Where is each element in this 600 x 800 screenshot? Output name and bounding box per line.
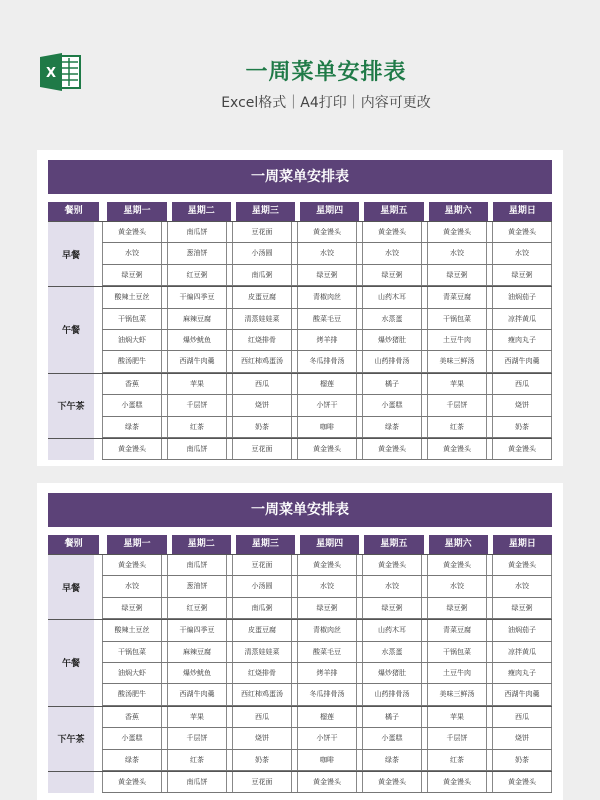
meal-label: 午餐 xyxy=(48,287,94,373)
table-cell[interactable]: 红茶 xyxy=(427,417,487,437)
table-cell[interactable]: 水饺 xyxy=(427,243,487,263)
table-cell[interactable]: 绿豆粥 xyxy=(427,598,487,618)
table-cell[interactable]: 黄金馒头 xyxy=(102,439,162,459)
sheet-title-bar: 一周菜单安排表 xyxy=(48,160,552,194)
table-cell[interactable]: 绿豆粥 xyxy=(362,598,422,618)
table-cell[interactable]: 麻辣豆腐 xyxy=(167,642,227,662)
table-cell[interactable]: 小蛋糕 xyxy=(362,395,422,415)
table-cell[interactable]: 美味三鲜汤 xyxy=(427,351,487,371)
table-cell[interactable]: 葱油饼 xyxy=(167,576,227,596)
table-cell[interactable]: 干锅包菜 xyxy=(102,309,162,329)
table-row xyxy=(102,576,552,597)
meal-group xyxy=(48,706,552,771)
table-row xyxy=(102,374,552,395)
table-cell[interactable]: 西瓜 xyxy=(232,707,292,727)
column-header: 星期五 xyxy=(364,535,423,554)
table-cell[interactable]: 青椒肉丝 xyxy=(297,287,357,307)
table-cell[interactable]: 黄金馒头 xyxy=(427,222,487,242)
column-header: 星期日 xyxy=(493,535,552,554)
table-cell[interactable]: 黄金馒头 xyxy=(427,439,487,459)
column-header: 星期四 xyxy=(300,535,359,554)
table-cell[interactable]: 绿茶 xyxy=(102,417,162,437)
meal-rows xyxy=(102,374,552,438)
table-cell[interactable]: 黄金馒头 xyxy=(102,772,162,792)
table-row xyxy=(102,222,552,243)
table-cell[interactable]: 咖啡 xyxy=(297,417,357,437)
meal-rows xyxy=(102,222,552,286)
table-cell[interactable]: 水饺 xyxy=(102,576,162,596)
table-cell[interactable]: 油焖茄子 xyxy=(492,287,552,307)
table-cell[interactable]: 红豆粥 xyxy=(167,265,227,285)
table-cell[interactable]: 烧饼 xyxy=(232,395,292,415)
table-cell[interactable]: 苹果 xyxy=(167,374,227,394)
table-cell[interactable]: 干煸四季豆 xyxy=(167,287,227,307)
table-row xyxy=(102,663,552,684)
table-cell[interactable]: 酸辣土豆丝 xyxy=(102,287,162,307)
table-cell[interactable]: 黄金馒头 xyxy=(297,439,357,459)
table-cell[interactable]: 黄金馒头 xyxy=(362,772,422,792)
table-cell[interactable]: 黄金馒头 xyxy=(362,222,422,242)
table-row xyxy=(102,439,552,460)
table-cell[interactable]: 苹果 xyxy=(167,707,227,727)
table-cell[interactable]: 水饺 xyxy=(297,576,357,596)
table-cell[interactable]: 南瓜饼 xyxy=(167,222,227,242)
table-cell[interactable]: 烧饼 xyxy=(492,395,552,415)
table-cell[interactable]: 水饺 xyxy=(102,243,162,263)
table-row xyxy=(102,684,552,705)
table-cell[interactable]: 绿豆粥 xyxy=(297,598,357,618)
table-cell[interactable]: 奶茶 xyxy=(232,750,292,770)
table-cell[interactable]: 西湖牛肉羹 xyxy=(167,684,227,704)
table-cell[interactable]: 小蛋糕 xyxy=(102,728,162,748)
page-subtitle: Excel格式｜A4打印｜内容可更改 xyxy=(221,95,431,111)
table-cell[interactable]: 水饺 xyxy=(492,576,552,596)
table-row xyxy=(102,287,552,308)
table-cell[interactable]: 小蛋糕 xyxy=(362,728,422,748)
meal-rows xyxy=(102,707,552,771)
table-cell[interactable]: 南瓜粥 xyxy=(232,598,292,618)
table-cell[interactable]: 油焖大虾 xyxy=(102,330,162,350)
table-cell[interactable]: 小饼干 xyxy=(297,395,357,415)
table-cell[interactable]: 黄金馒头 xyxy=(362,439,422,459)
table-cell[interactable]: 西红柿鸡蛋汤 xyxy=(232,684,292,704)
table-cell[interactable]: 绿豆粥 xyxy=(297,265,357,285)
svg-text:X: X xyxy=(45,66,57,81)
column-header: 星期日 xyxy=(493,202,552,221)
table-cell[interactable]: 西红柿鸡蛋汤 xyxy=(232,351,292,371)
column-header: 星期六 xyxy=(429,202,488,221)
menu-table xyxy=(48,202,552,460)
column-header: 星期三 xyxy=(236,202,295,221)
table-cell[interactable]: 烧饼 xyxy=(492,728,552,748)
table-cell[interactable]: 黄金馒头 xyxy=(297,222,357,242)
table-cell[interactable]: 西瓜 xyxy=(232,374,292,394)
table-cell[interactable]: 水饺 xyxy=(362,576,422,596)
table-cell[interactable]: 烧饼 xyxy=(232,728,292,748)
table-cell[interactable]: 绿豆粥 xyxy=(492,265,552,285)
table-cell[interactable]: 绿茶 xyxy=(102,750,162,770)
table-cell[interactable]: 干锅包菜 xyxy=(102,642,162,662)
column-header: 星期六 xyxy=(429,535,488,554)
table-cell[interactable]: 奶茶 xyxy=(492,750,552,770)
table-cell[interactable]: 水饺 xyxy=(427,576,487,596)
table-cell[interactable]: 西湖牛肉羹 xyxy=(492,684,552,704)
table-cell[interactable]: 青菜豆腐 xyxy=(427,620,487,640)
table-cell[interactable]: 烤羊排 xyxy=(297,330,357,350)
table-cell[interactable]: 土豆牛肉 xyxy=(427,330,487,350)
table-cell[interactable]: 清蒸娃娃菜 xyxy=(232,642,292,662)
table-cell[interactable]: 爆炒猪肚 xyxy=(362,663,422,683)
column-header: 星期四 xyxy=(300,202,359,221)
table-cell[interactable]: 绿豆粥 xyxy=(427,265,487,285)
table-cell[interactable]: 爆炒鱿鱼 xyxy=(167,330,227,350)
table-cell[interactable]: 水蒸蛋 xyxy=(362,642,422,662)
table-cell[interactable]: 西湖牛肉羹 xyxy=(167,351,227,371)
table-row xyxy=(102,750,552,771)
column-header: 星期一 xyxy=(107,535,166,554)
table-cell[interactable]: 冬瓜排骨汤 xyxy=(297,351,357,371)
table-cell[interactable]: 小蛋糕 xyxy=(102,395,162,415)
table-cell[interactable]: 爆炒猪肚 xyxy=(362,330,422,350)
table-cell[interactable]: 千层饼 xyxy=(167,395,227,415)
meal-rows xyxy=(102,439,552,460)
table-row xyxy=(102,395,552,416)
table-cell[interactable]: 干锅包菜 xyxy=(427,309,487,329)
table-cell[interactable]: 水饺 xyxy=(297,243,357,263)
table-cell[interactable]: 黄金馒头 xyxy=(492,439,552,459)
table-cell[interactable]: 瘦肉丸子 xyxy=(492,330,552,350)
table-cell[interactable]: 黄金馒头 xyxy=(492,222,552,242)
table-cell[interactable]: 绿茶 xyxy=(362,417,422,437)
table-header-row xyxy=(48,535,552,554)
table-cell[interactable]: 干煸四季豆 xyxy=(167,620,227,640)
meal-label: 早餐 xyxy=(48,222,94,286)
table-cell[interactable]: 凉拌黄瓜 xyxy=(492,309,552,329)
table-row xyxy=(102,620,552,641)
table-cell[interactable]: 橘子 xyxy=(362,374,422,394)
meal-group xyxy=(48,619,552,706)
table-cell[interactable]: 南瓜饼 xyxy=(167,772,227,792)
table-cell[interactable]: 小汤圆 xyxy=(232,576,292,596)
column-header: 星期二 xyxy=(172,202,231,221)
meal-group xyxy=(48,554,552,619)
meal-label xyxy=(48,439,94,460)
table-cell[interactable]: 黄金馒头 xyxy=(297,555,357,575)
table-cell[interactable]: 葱油饼 xyxy=(167,243,227,263)
table-cell[interactable]: 香蕉 xyxy=(102,374,162,394)
table-cell[interactable]: 红豆粥 xyxy=(167,598,227,618)
table-cell[interactable]: 油焖茄子 xyxy=(492,620,552,640)
meal-label: 午餐 xyxy=(48,620,94,706)
meal-group xyxy=(48,286,552,373)
table-cell[interactable]: 绿豆粥 xyxy=(102,265,162,285)
table-cell[interactable]: 绿豆粥 xyxy=(492,598,552,618)
table-cell[interactable]: 酸汤肥牛 xyxy=(102,351,162,371)
table-cell[interactable]: 青椒肉丝 xyxy=(297,620,357,640)
table-cell[interactable]: 酸汤肥牛 xyxy=(102,684,162,704)
table-cell[interactable]: 西瓜 xyxy=(492,374,552,394)
column-header: 星期五 xyxy=(364,202,423,221)
meal-rows xyxy=(102,555,552,619)
table-cell[interactable]: 西湖牛肉羹 xyxy=(492,351,552,371)
table-cell[interactable]: 绿豆粥 xyxy=(362,265,422,285)
table-cell[interactable]: 红烧排骨 xyxy=(232,663,292,683)
table-cell[interactable]: 榴莲 xyxy=(297,707,357,727)
column-header: 星期二 xyxy=(172,535,231,554)
table-cell[interactable]: 橘子 xyxy=(362,707,422,727)
table-header-row xyxy=(48,202,552,221)
table-cell[interactable]: 黄金馒头 xyxy=(492,555,552,575)
table-cell[interactable]: 酸辣土豆丝 xyxy=(102,620,162,640)
sheet-title-bar: 一周菜单安排表 xyxy=(48,493,552,527)
column-header: 餐别 xyxy=(48,202,99,221)
table-cell[interactable]: 瘦肉丸子 xyxy=(492,663,552,683)
table-cell[interactable]: 绿茶 xyxy=(362,750,422,770)
table-cell[interactable]: 南瓜饼 xyxy=(167,555,227,575)
table-cell[interactable]: 黄金馒头 xyxy=(102,222,162,242)
table-cell[interactable]: 山药排骨汤 xyxy=(362,684,422,704)
table-cell[interactable]: 千层饼 xyxy=(167,728,227,748)
table-cell[interactable]: 酸菜毛豆 xyxy=(297,309,357,329)
table-row xyxy=(102,555,552,576)
table-cell[interactable]: 豆花面 xyxy=(232,222,292,242)
table-cell[interactable]: 苹果 xyxy=(427,374,487,394)
table-cell[interactable]: 红茶 xyxy=(427,750,487,770)
table-row xyxy=(102,265,552,286)
table-row xyxy=(102,598,552,619)
table-cell[interactable]: 榴莲 xyxy=(297,374,357,394)
table-cell[interactable]: 水饺 xyxy=(362,243,422,263)
table-cell[interactable]: 豆花面 xyxy=(232,555,292,575)
table-cell[interactable]: 红茶 xyxy=(167,417,227,437)
table-cell[interactable]: 香蕉 xyxy=(102,707,162,727)
table-cell[interactable]: 咖啡 xyxy=(297,750,357,770)
column-header: 星期一 xyxy=(107,202,166,221)
meal-group xyxy=(48,221,552,286)
table-cell[interactable]: 绿豆粥 xyxy=(102,598,162,618)
table-cell[interactable]: 干锅包菜 xyxy=(427,642,487,662)
table-cell[interactable]: 皮蛋豆腐 xyxy=(232,287,292,307)
sheet-preview-1 xyxy=(37,150,563,466)
table-cell[interactable]: 皮蛋豆腐 xyxy=(232,620,292,640)
table-cell[interactable]: 红茶 xyxy=(167,750,227,770)
table-cell[interactable]: 西瓜 xyxy=(492,707,552,727)
table-row xyxy=(102,728,552,749)
table-cell[interactable]: 清蒸娃娃菜 xyxy=(232,309,292,329)
table-cell[interactable]: 小饼干 xyxy=(297,728,357,748)
meal-label xyxy=(48,772,94,793)
meal-rows xyxy=(102,772,552,793)
table-cell[interactable]: 酸菜毛豆 xyxy=(297,642,357,662)
meal-label: 下午茶 xyxy=(48,374,94,438)
table-cell[interactable]: 黄金馒头 xyxy=(102,555,162,575)
meal-group xyxy=(48,438,552,460)
table-cell[interactable]: 南瓜粥 xyxy=(232,265,292,285)
table-cell[interactable]: 油焖大虾 xyxy=(102,663,162,683)
table-row xyxy=(102,243,552,264)
table-cell[interactable]: 奶茶 xyxy=(492,417,552,437)
table-cell[interactable]: 奶茶 xyxy=(232,417,292,437)
table-cell[interactable]: 水蒸蛋 xyxy=(362,309,422,329)
table-row xyxy=(102,351,552,372)
table-cell[interactable]: 黄金馒头 xyxy=(427,555,487,575)
column-header: 星期三 xyxy=(236,535,295,554)
table-cell[interactable]: 水饺 xyxy=(492,243,552,263)
table-cell[interactable]: 青菜豆腐 xyxy=(427,287,487,307)
meal-label: 早餐 xyxy=(48,555,94,619)
meal-group xyxy=(48,771,552,793)
meal-rows xyxy=(102,287,552,373)
table-cell[interactable]: 爆炒鱿鱼 xyxy=(167,663,227,683)
table-cell[interactable]: 黄金馒头 xyxy=(427,772,487,792)
table-row xyxy=(102,707,552,728)
table-row xyxy=(102,330,552,351)
meal-label: 下午茶 xyxy=(48,707,94,771)
table-cell[interactable]: 苹果 xyxy=(427,707,487,727)
table-cell[interactable]: 红烧排骨 xyxy=(232,330,292,350)
table-row xyxy=(102,309,552,330)
table-cell[interactable]: 冬瓜排骨汤 xyxy=(297,684,357,704)
table-cell[interactable]: 土豆牛肉 xyxy=(427,663,487,683)
menu-table xyxy=(48,535,552,793)
page-title: 一周菜单安排表 xyxy=(245,60,407,85)
table-cell[interactable]: 美味三鲜汤 xyxy=(427,684,487,704)
table-cell[interactable]: 烤羊排 xyxy=(297,663,357,683)
column-header: 餐别 xyxy=(48,535,99,554)
table-cell[interactable]: 山药木耳 xyxy=(362,287,422,307)
table-row xyxy=(102,642,552,663)
table-cell[interactable]: 千层饼 xyxy=(427,728,487,748)
table-cell[interactable]: 麻辣豆腐 xyxy=(167,309,227,329)
table-cell[interactable]: 山药排骨汤 xyxy=(362,351,422,371)
table-cell[interactable]: 黄金馒头 xyxy=(492,772,552,792)
meal-rows xyxy=(102,620,552,706)
table-cell[interactable]: 豆花面 xyxy=(232,772,292,792)
table-cell[interactable]: 凉拌黄瓜 xyxy=(492,642,552,662)
sheet-preview-2 xyxy=(37,483,563,800)
table-cell[interactable]: 豆花面 xyxy=(232,439,292,459)
table-cell[interactable]: 千层饼 xyxy=(427,395,487,415)
table-row xyxy=(102,417,552,438)
table-cell[interactable]: 山药木耳 xyxy=(362,620,422,640)
meal-group xyxy=(48,373,552,438)
table-cell[interactable]: 黄金馒头 xyxy=(362,555,422,575)
table-cell[interactable]: 南瓜饼 xyxy=(167,439,227,459)
table-row xyxy=(102,772,552,793)
table-cell[interactable]: 黄金馒头 xyxy=(297,772,357,792)
table-cell[interactable]: 小汤圆 xyxy=(232,243,292,263)
